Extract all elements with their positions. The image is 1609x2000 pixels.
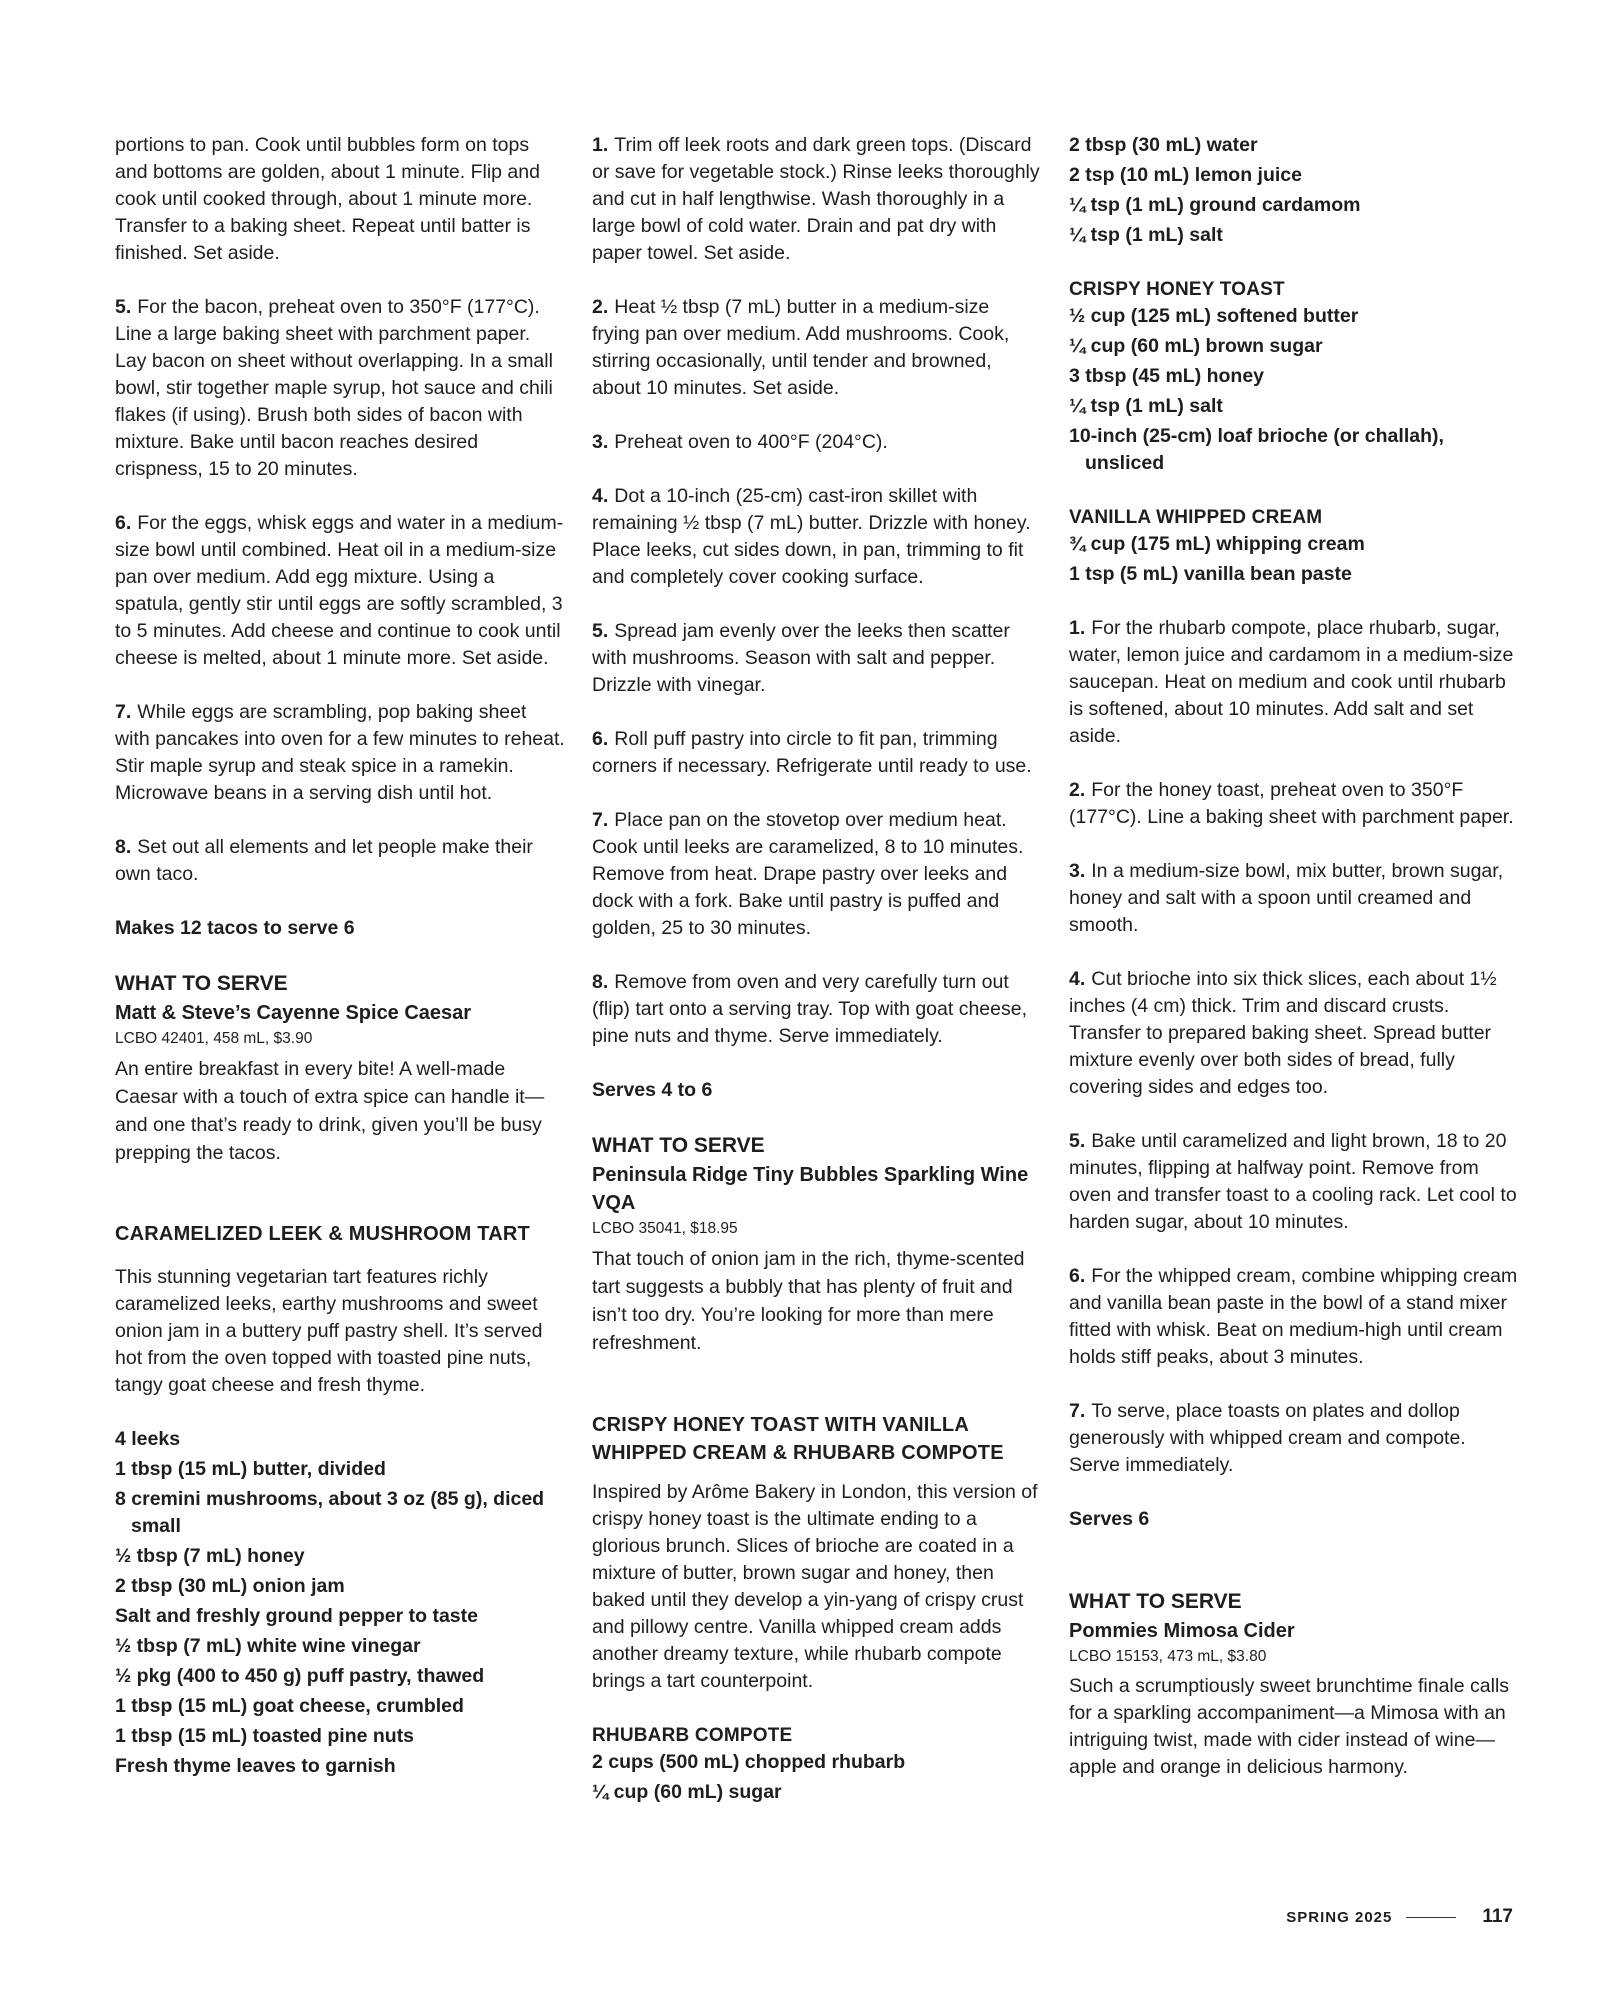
ingredient-item: 1 tbsp (15 mL) toasted pine nuts (115, 1725, 415, 1747)
wine-description: That touch of onion jam in the rich, thyme-scented tart suggests a bubbly that has plenty of fruit and isn’t too dry. You’re looking for more than mere refreshment. (592, 1248, 1025, 1354)
ingredient-item: Salt and freshly ground pepper to taste (115, 1605, 478, 1627)
ingredient-item: ¼ tsp (1 mL) salt (1069, 395, 1223, 417)
ingredient-list (1069, 303, 1519, 477)
recipe-intro: Inspired by Arôme Bakery in London, this version of crispy honey toast is the ultimate ending to a glorious brunch. Slices of brioche are coated in a mixture of butter, brown sugar and honey, then baked until they develop a yin-yang of crispy crust and pillowy centre. Vanilla whipped cream adds another dreamy texture, while rhubarb compote brings a tart counterpoint. (592, 1481, 1038, 1692)
ingredient-item: 2 tbsp (30 mL) onion jam (115, 1575, 345, 1597)
what-to-serve-heading: WHAT TO SERVE (592, 1134, 765, 1157)
what-to-serve-heading: WHAT TO SERVE (1069, 1590, 1242, 1613)
sub-heading: RHUBARB COMPOTE (592, 1725, 793, 1746)
ingredient-item: 2 tbsp (30 mL) water (1069, 134, 1258, 156)
step-6: 6. For the eggs, whisk eggs and water in a medium-size bowl until combined. Heat oil in a medium-size pan over medium. Add egg mixture. Using a spatula, gently stir until eggs are softly scrambled, 3 to 5 minutes. Add cheese and continue to cook until cheese is melted, about 1 minute more. Set aside. (115, 512, 564, 669)
ingredient-item: ½ pkg (400 to 450 g) puff pastry, thawed (115, 1665, 485, 1687)
wine-lcbo-info: LCBO 15153, 473 mL, $3.80 (1069, 1648, 1267, 1665)
recipe-yield: Serves 6 (1069, 1508, 1150, 1530)
step-7: 7. While eggs are scrambling, pop baking sheet with pancakes into oven for a few minutes to reheat. Stir maple syrup and steak spice in a ramekin. Microwave beans in a serving dish until hot. (115, 701, 565, 804)
step-5: 5. Spread jam evenly over the leeks then scatter with mushrooms. Season with salt and pepper. Drizzle with vinegar. (592, 620, 1010, 696)
issue-label: SPRING 2025 (1286, 1908, 1393, 1926)
sub-heading: VANILLA WHIPPED CREAM (1069, 507, 1323, 528)
ingredient-list (1069, 132, 1519, 249)
wine-product-name: Matt & Steve’s Cayenne Spice Caesar (115, 1002, 472, 1024)
step-4: 4. Cut brioche into six thick slices, each about 1½ inches (4 cm) thick. Trim and discard crusts. Transfer to prepared baking sheet. Spread butter mixture evenly over both sides of bread, fully covering sides and edges too. (1069, 968, 1497, 1098)
ingredient-item: 1 tbsp (15 mL) butter, divided (115, 1458, 386, 1480)
spacer (115, 1194, 565, 1221)
page-number: 117 (1482, 1906, 1513, 1927)
step-2: 2. Heat ½ tbsp (7 mL) butter in a medium-size frying pan over medium. Add mushrooms. Cook, stirring occasionally, until tender and browned, about 10 minutes. Set aside. (592, 296, 1010, 399)
recipe-yield: Makes 12 tacos to serve 6 (115, 917, 355, 939)
spacer (592, 1384, 1042, 1411)
wine-lcbo-info: LCBO 35041, $18.95 (592, 1220, 738, 1237)
sub-heading: CRISPY HONEY TOAST (1069, 279, 1285, 300)
ingredient-item: ¼ cup (60 mL) brown sugar (1069, 335, 1323, 357)
ingredient-list (115, 1426, 565, 1780)
column-1 (115, 132, 565, 1807)
recipe-yield: Serves 4 to 6 (592, 1079, 713, 1101)
ingredient-list (1069, 531, 1519, 588)
ingredient-item: ¼ cup (60 mL) sugar (592, 1781, 782, 1803)
step-3: 3. In a medium-size bowl, mix butter, brown sugar, honey and salt with a spoon until creamed and smooth. (1069, 860, 1504, 936)
step-continued-text: portions to pan. Cook until bubbles form on tops and bottoms are golden, about 1 minute. Flip and cook until cooked through, about 1 minute more. Transfer to a baking sheet. Repeat until batter is finished. Set aside. (115, 134, 540, 264)
ingredient-item: 1 tbsp (15 mL) goat cheese, crumbled (115, 1695, 464, 1717)
what-to-serve-heading: WHAT TO SERVE (115, 972, 288, 995)
step-1: 1. Trim off leek roots and dark green tops. (Discard or save for vegetable stock.) Rinse leeks thoroughly and cut in half lengthwise. Wash thoroughly in a large bowl of cold water. Drain and pat dry with paper towel. Set aside. (592, 134, 1040, 264)
ingredient-list (592, 1749, 1042, 1806)
spacer (1069, 1560, 1519, 1587)
step-8: 8. Set out all elements and let people make their own taco. (115, 836, 533, 885)
ingredient-item: ½ cup (125 mL) softened butter (1069, 305, 1359, 327)
step-2: 2. For the honey toast, preheat oven to 350°F (177°C). Line a baking sheet with parchment paper. (1069, 779, 1514, 828)
step-4: 4. Dot a 10-inch (25-cm) cast-iron skillet with remaining ½ tbsp (7 mL) butter. Drizzle with honey. Place leeks, cut sides down, in pan, trimming to fit and completely cover cooking surface. (592, 485, 1031, 588)
column-2 (592, 132, 1042, 1833)
ingredient-item: 2 cups (500 mL) chopped rhubarb (592, 1751, 906, 1773)
step-7: 7. Place pan on the stovetop over medium heat. Cook until leeks are caramelized, 8 to 10 minutes. Remove from heat. Drape pastry over leeks and dock with a fork. Bake until pastry is puffed and golden, 25 to 30 minutes. (592, 809, 1024, 939)
ingredient-item: 1 tsp (5 mL) vanilla bean paste (1069, 563, 1352, 585)
wine-lcbo-info: LCBO 42401, 458 mL, $3.90 (115, 1030, 313, 1047)
step-1: 1. For the rhubarb compote, place rhubarb, sugar, water, lemon juice and cardamom in a medium-size saucepan. Heat on medium and cook until rhubarb is softened, about 10 minutes. Add salt and set aside. (1069, 617, 1514, 747)
ingredient-item: 2 tsp (10 mL) lemon juice (1069, 164, 1302, 186)
step-8: 8. Remove from oven and very carefully turn out (flip) tart onto a serving tray. Top with goat cheese, pine nuts and thyme. Serve immediately. (592, 971, 1027, 1047)
step-6: 6. Roll puff pastry into circle to fit pan, trimming corners if necessary. Refrigerate until ready to use. (592, 728, 1032, 777)
step-5: 5. For the bacon, preheat oven to 350°F (177°C). Line a large baking sheet with parchment paper. Lay bacon on sheet without overlapping. In a small bowl, stir together maple syrup, hot sauce and chili flakes (if using). Brush both sides of bacon with mixture. Bake until bacon reaches desired crispness, 15 to 20 minutes. (115, 296, 553, 480)
recipe-intro: This stunning vegetarian tart features richly caramelized leeks, earthy mushrooms and sweet onion jam in a buttery puff pastry shell. It’s served hot from the oven topped with toasted pine nuts, tangy goat cheese and fresh thyme. (115, 1266, 543, 1396)
ingredient-item: Fresh thyme leaves to garnish (115, 1755, 396, 1777)
ingredient-item: 3 tbsp (45 mL) honey (1069, 365, 1265, 387)
step-5: 5. Bake until caramelized and light brown, 18 to 20 minutes, flipping at halfway point. Remove from oven and transfer toast to a cooling rack. Let cool to harden sugar, about 10 minutes. (1069, 1130, 1517, 1233)
wine-product-name: Peninsula Ridge Tiny Bubbles Sparkling Wine VQA (592, 1164, 1029, 1214)
ingredient-item: ¼ tsp (1 mL) ground cardamom (1069, 194, 1361, 216)
ingredient-item: ¾ cup (175 mL) whipping cream (1069, 533, 1365, 555)
column-3 (1069, 132, 1519, 1808)
ingredient-item: ¼ tsp (1 mL) salt (1069, 224, 1223, 246)
ingredient-item: 10-inch (25-cm) loaf brioche (or challah), unsliced (1069, 425, 1444, 474)
recipe-title: CRISPY HONEY TOAST WITH VANILLA WHIPPED CREAM & RHUBARB COMPOTE (592, 1414, 1004, 1464)
wine-description: Such a scrumptiously sweet brunchtime finale calls for a sparkling accompaniment—a Mimosa with an intriguing twist, made with cider instead of wine—apple and orange in delicious harmony. (1069, 1675, 1510, 1778)
step-3: 3. Preheat oven to 400°F (204°C). (592, 431, 888, 453)
ingredient-item: ½ tbsp (7 mL) honey (115, 1545, 305, 1567)
ingredient-item: 4 leeks (115, 1428, 181, 1450)
wine-description: An entire breakfast in every bite! A well-made Caesar with a touch of extra spice can handle it—and one that’s ready to drink, given you’ll be busy prepping the tacos. (115, 1058, 545, 1164)
page-footer (1286, 1906, 1513, 1928)
recipe-title: CARAMELIZED LEEK & MUSHROOM TART (115, 1223, 530, 1245)
step-7: 7. To serve, place toasts on plates and dollop generously with whipped cream and compote. Serve immediately. (1069, 1400, 1466, 1476)
wine-product-name: Pommies Mimosa Cider (1069, 1620, 1295, 1642)
ingredient-item: 8 cremini mushrooms, about 3 oz (85 g), diced small (115, 1488, 545, 1537)
step-6: 6. For the whipped cream, combine whipping cream and vanilla bean paste in the bowl of a stand mixer fitted with whisk. Beat on medium-high until cream holds stiff peaks, about 3 minutes. (1069, 1265, 1518, 1368)
ingredient-item: ½ tbsp (7 mL) white wine vinegar (115, 1635, 421, 1657)
footer-divider (1406, 1917, 1456, 1918)
